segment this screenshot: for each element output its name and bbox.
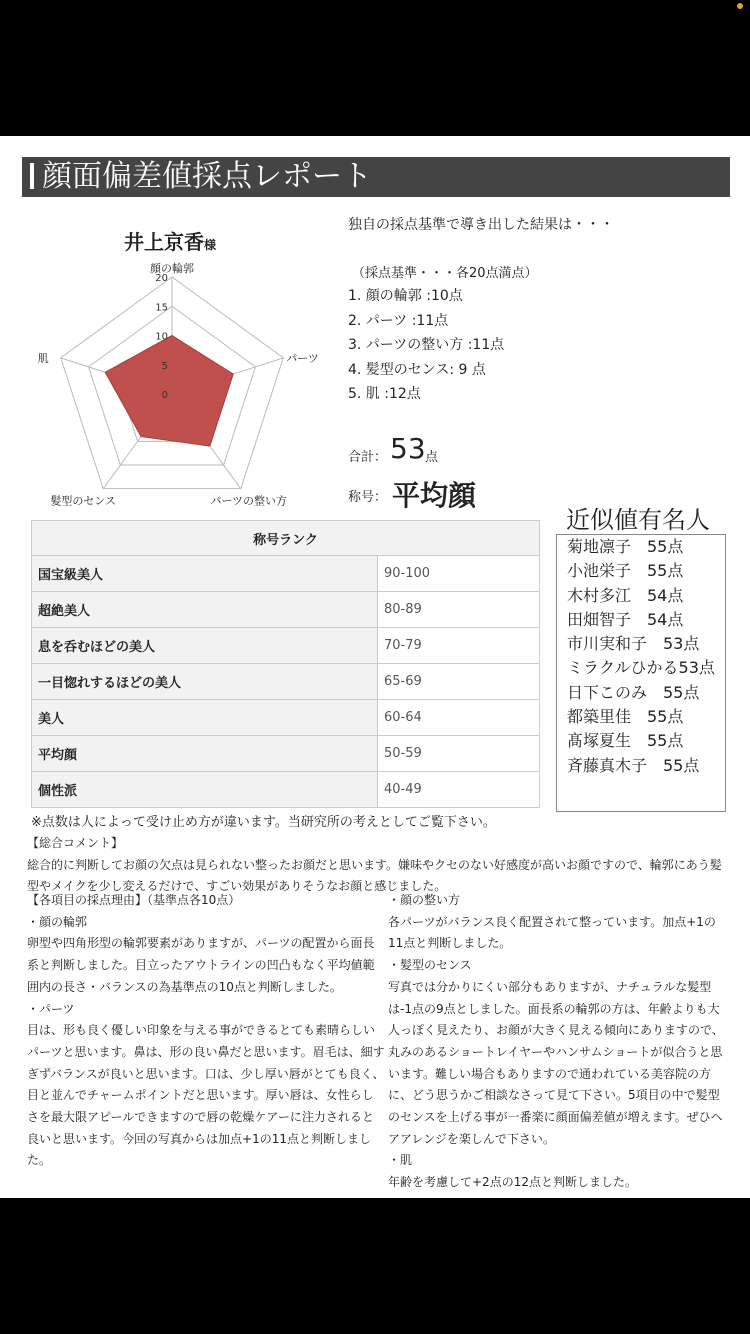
skin-text: 年齢を考慮して+2点の12点と判断しました。 (388, 1175, 637, 1190)
person-name (124, 226, 216, 255)
criteria-item: 5. 肌 :12点 (348, 386, 421, 402)
rank-range: 40-49 (378, 772, 540, 808)
radar-tick-label: 0 (161, 390, 168, 401)
reasons-right-column (388, 890, 730, 1194)
contour-title: ・顔の輪郭 (27, 914, 88, 929)
famous-item: ミラクルひかる53点 (567, 658, 715, 678)
radar-axis-label: 肌 (37, 351, 49, 365)
report-page (0, 136, 750, 1198)
famous-item: 市川実和子 53点 (567, 634, 700, 654)
total-label: 合計： (348, 450, 388, 465)
famous-title: 近似値有名人 (566, 506, 710, 534)
rank-row (32, 592, 540, 628)
famous-list-box (556, 534, 726, 812)
radar-axis-label: パーツの整い方 (210, 494, 288, 508)
rank-table (31, 520, 540, 808)
criteria-list (348, 284, 504, 407)
rank-title: 国宝級美人 (32, 556, 378, 592)
status-indicator (737, 3, 743, 9)
rank-title: 美人 (32, 700, 378, 736)
rank-range: 90-100 (378, 556, 540, 592)
skin-title: ・肌 (388, 1153, 413, 1168)
rank-row (32, 736, 540, 772)
famous-item: 菊地凛子 55点 (567, 537, 684, 556)
overall-comment (27, 833, 727, 898)
radar-chart (22, 261, 342, 521)
overall-text: 総合的に判断してお顔の欠点は見られない整ったお顔だと思います。嫌味やクセのない好感度が高いお顔ですので、輪郭にあう髪型やメイクを少し変えるだけで、すごい効果がありそうなお顔と感じました。 (27, 857, 722, 894)
rank-row (32, 772, 540, 808)
famous-item: 髙塚夏生 55点 (567, 731, 684, 751)
hair-text: 写真では分かりにくい部分もありますが、ナチュラルな髪型は-1点の9点としました。面長系の輪郭の方は、年齢よりも大人っぽく見えたり、お顔が大きく見える傾向にありますので、丸みのあるショートレイヤーやハンサムショートが似合うと思います。難しい場合もありますので通われている美容院の方に、どう思うかご相談なさって見て下さい。5項目の中で髪型のセンスを上げる事が一番楽に顔面偏差値が増えます。ぜひヘアアレンジを楽しんで下さい。 (388, 979, 724, 1146)
famous-item: 日下このみ 55点 (567, 682, 700, 702)
radar-data-area (105, 336, 233, 447)
intro-text: 独自の採点基準で導き出した結果は・・・ (348, 217, 614, 233)
radar-axis-label: 顔の輪郭 (150, 262, 194, 275)
person-name-text: 井上京香 (124, 230, 204, 254)
arrangement-text: 各パーツがバランス良く配置されて整っています。加点+1の11点と判断しました。 (388, 914, 716, 951)
report-title-bar (22, 157, 730, 197)
radar-axis-label: パーツ (286, 351, 319, 365)
criteria-item: 1. 顔の輪郭 :10点 (348, 288, 463, 304)
hair-title: ・髪型のセンス (388, 958, 472, 973)
radar-tick-label: 20 (155, 273, 168, 284)
radar-tick-label: 5 (161, 360, 168, 372)
rank-title: 息を呑むほどの美人 (32, 628, 378, 664)
parts-title: ・パーツ (27, 1001, 75, 1016)
arrangement-title: ・顔の整い方 (388, 893, 461, 907)
criteria-header: （採点基準・・・各20点満点） (352, 266, 538, 281)
criteria-item: 2. パーツ :11点 (348, 312, 449, 329)
parts-text: 目は、形も良く優しい印象を与える事ができるとても素晴らしいパーツと思います。鼻は、形の良い鼻だと思います。眉毛は、細すぎずバランスが良いと思います。口は、少し厚い唇がとても良く、目と並んでチャームポイントだと思います。厚い唇は、女性らしさを最大限アピールできますので唇の乾燥ケアーに注力されると良いと思います。今回の写真からは加点+1の11点と判断しました。 (27, 1023, 385, 1168)
famous-list (557, 535, 725, 778)
total-unit: 点 (425, 450, 439, 465)
famous-item: 木村多江 54点 (567, 585, 684, 605)
criteria-item: 3. パーツの整い方 :11点 (348, 337, 505, 353)
rank-title-label: 称号： (348, 490, 388, 505)
rank-title: 一目惚れするほどの美人 (32, 664, 378, 700)
rank-row (32, 664, 540, 700)
report-title: 顔面偏差値採点レポート (42, 159, 372, 194)
rank-range: 80-89 (378, 592, 540, 628)
rank-title: 超絶美人 (32, 592, 378, 628)
rank-title-value: 平均顔 (392, 479, 477, 512)
famous-item: 田畑智子 54点 (567, 609, 684, 629)
radar-tick-label: 10 (155, 331, 168, 343)
score-note: ※点数は人によって受け止め方が違います。当研究所の考えとしてご覧下さい。 (31, 815, 496, 830)
rank-row (32, 700, 540, 736)
rank-table-header: 称号ランク (32, 521, 540, 556)
rank-table-header-row (32, 521, 540, 556)
reasons-heading: 【各項目の採点理由】（基準点各10点） (27, 893, 241, 907)
radar-axis-label: 髪型のセンス (50, 494, 117, 508)
rank-range: 70-79 (378, 628, 540, 664)
title-accent-bar (30, 163, 34, 189)
famous-item: 都築里佳 55点 (567, 707, 684, 727)
famous-item: 斉藤真木子 55点 (567, 755, 700, 775)
reasons-left-column (27, 890, 385, 1172)
rank-row (32, 628, 540, 664)
overall-heading: 【総合コメント】 (27, 836, 124, 850)
contour-text: 卵型や四角形型の輪郭要素がありますが、パーツの配置から面長系と判断しました。目立ったアウトラインの凹凸もなく平均値範囲内の長さ・バランスの為基準点の10点と判断しました。 (27, 936, 375, 994)
total-value: 53 (390, 432, 426, 465)
criteria-item: 4. 髪型のセンス: 9 点 (348, 361, 486, 378)
rank-title: 平均顔 (32, 736, 378, 772)
rank-range: 65-69 (378, 664, 540, 700)
rank-range: 60-64 (378, 700, 540, 736)
famous-item: 小池栄子 55点 (567, 561, 684, 581)
radar-tick-label: 15 (155, 302, 168, 314)
rank-title: 個性派 (32, 772, 378, 808)
person-honorific: 様 (204, 238, 217, 252)
rank-range: 50-59 (378, 736, 540, 772)
rank-row (32, 556, 540, 592)
